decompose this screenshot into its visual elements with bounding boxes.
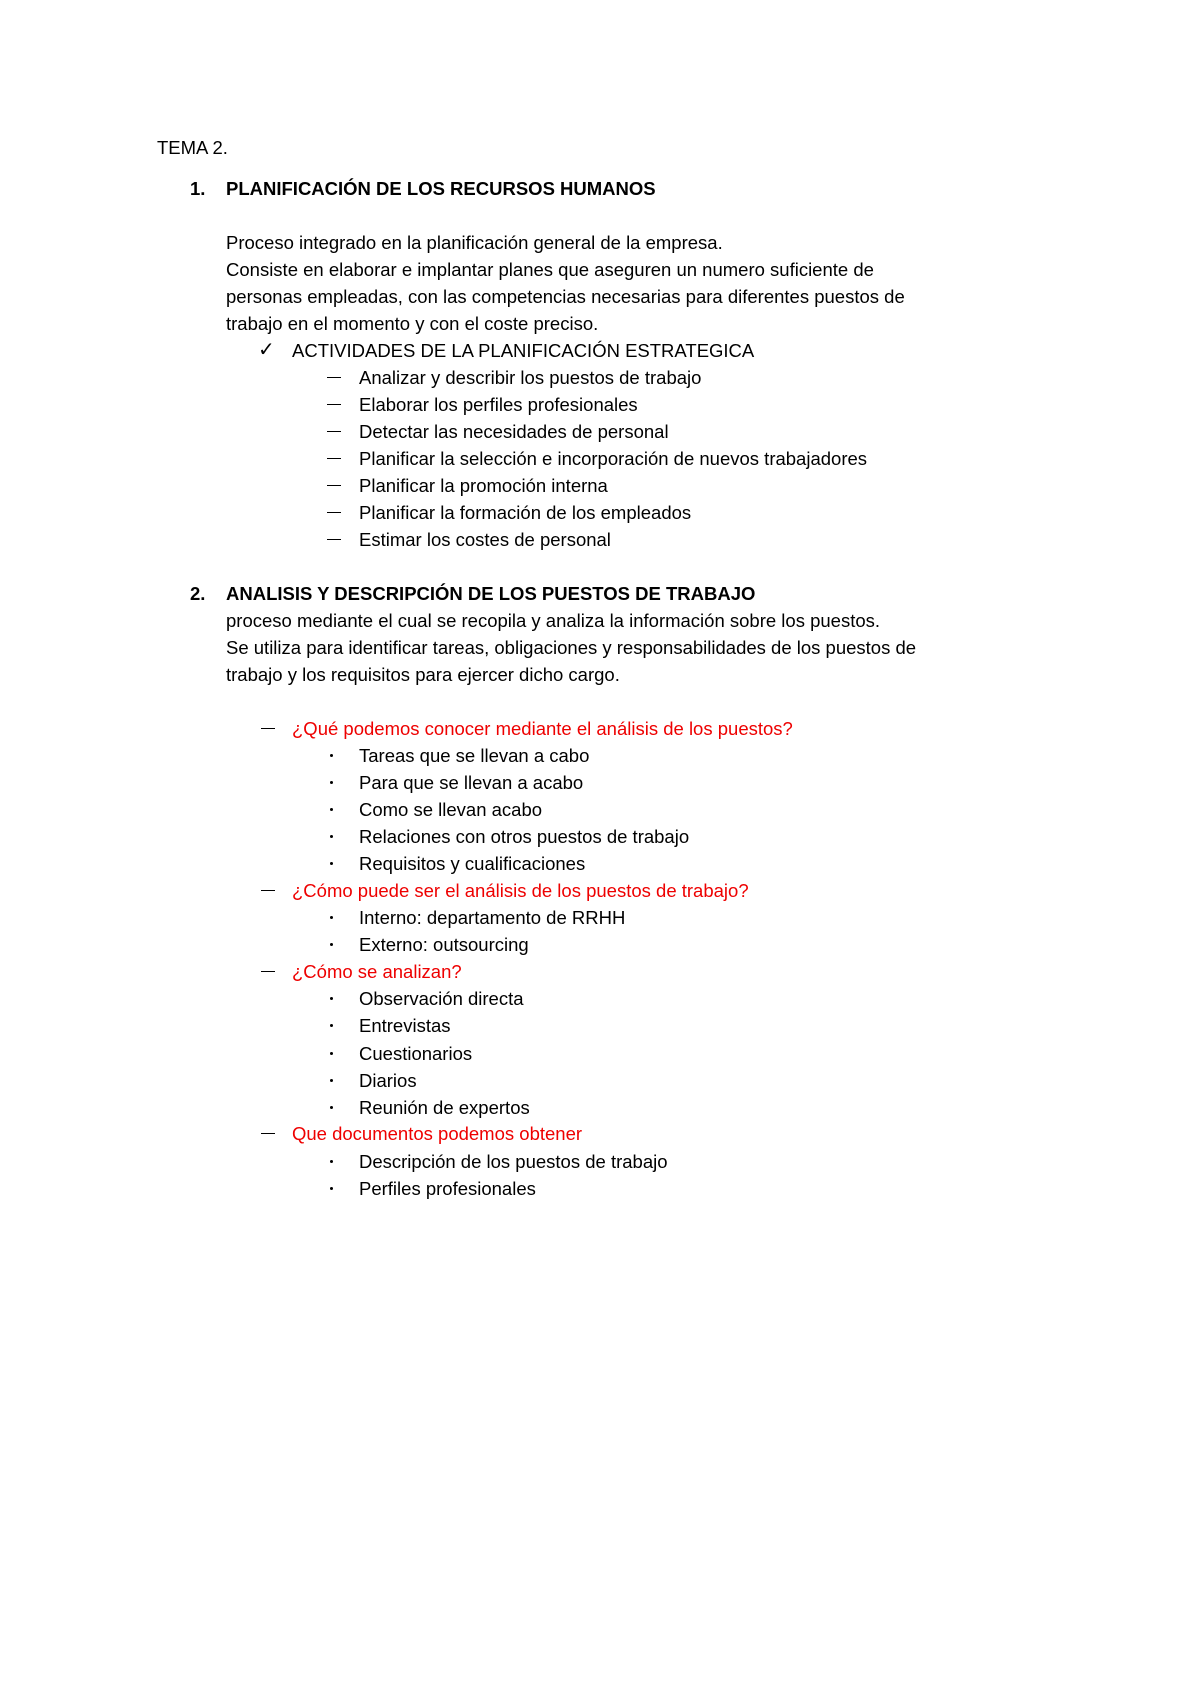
list-item: Diarios [359, 1070, 417, 1091]
dot-bullet [330, 1160, 333, 1163]
section-2-paragraph-line: trabajo y los requisitos para ejercer dicho cargo. [226, 664, 620, 685]
dash-bullet [327, 539, 341, 540]
list-item: Observación directa [359, 988, 524, 1009]
dot-bullet [330, 1052, 333, 1055]
question-heading: ¿Cómo puede ser el análisis de los puestos de trabajo? [292, 880, 749, 901]
dash-bullet [261, 971, 275, 972]
section-1-heading: PLANIFICACIÓN DE LOS RECURSOS HUMANOS [226, 178, 656, 199]
list-item: Analizar y describir los puestos de trabajo [359, 367, 702, 388]
list-item: Relaciones con otros puestos de trabajo [359, 826, 690, 847]
dash-bullet [261, 728, 275, 729]
dot-bullet [330, 1106, 333, 1109]
list-item: Elaborar los perfiles profesionales [359, 394, 638, 415]
list-item: Para que se llevan a acabo [359, 772, 584, 793]
dash-bullet [327, 458, 341, 459]
dot-bullet [330, 808, 333, 811]
list-item: Detectar las necesidades de personal [359, 421, 669, 442]
dash-bullet [261, 890, 275, 891]
dot-bullet [330, 1024, 333, 1027]
dot-bullet [330, 754, 333, 757]
list-item: Entrevistas [359, 1015, 451, 1036]
section-1-paragraph-line: Consiste en elaborar e implantar planes que aseguren un numero suficiente de [226, 259, 874, 280]
list-item: Perfiles profesionales [359, 1178, 536, 1199]
dash-bullet [327, 431, 341, 432]
list-item: Externo: outsourcing [359, 934, 529, 955]
section-1-paragraph-line: personas empleadas, con las competencias necesarias para diferentes puestos de [226, 286, 905, 307]
section-1-paragraph-line: trabajo en el momento y con el coste preciso. [226, 313, 599, 334]
dot-bullet [330, 916, 333, 919]
section-2-number: 2. [190, 583, 206, 604]
list-item: Como se llevan acabo [359, 799, 543, 820]
dash-bullet [327, 377, 341, 378]
document-title: TEMA 2. [157, 137, 228, 158]
list-item: Planificar la promoción interna [359, 475, 608, 496]
question-heading: Que documentos podemos obtener [292, 1123, 583, 1144]
dot-bullet [330, 781, 333, 784]
dot-bullet [330, 835, 333, 838]
list-item: Planificar la formación de los empleados [359, 502, 692, 523]
dash-bullet [327, 485, 341, 486]
list-item: Planificar la selección e incorporación de nuevos trabajadores [359, 448, 868, 469]
section-1-paragraph-line: Proceso integrado en la planificación general de la empresa. [226, 232, 723, 253]
activities-title: ACTIVIDADES DE LA PLANIFICACIÓN ESTRATEGICA [292, 340, 755, 361]
dot-bullet [330, 943, 333, 946]
dash-bullet [327, 404, 341, 405]
list-item: Descripción de los puestos de trabajo [359, 1151, 668, 1172]
dot-bullet [330, 862, 333, 865]
dash-bullet [327, 512, 341, 513]
section-2-paragraph-line: Se utiliza para identificar tareas, obligaciones y responsabilidades de los puestos de [226, 637, 917, 658]
list-item: Reunión de expertos [359, 1097, 530, 1118]
dot-bullet [330, 997, 333, 1000]
list-item: Requisitos y cualificaciones [359, 853, 586, 874]
list-item: Interno: departamento de RRHH [359, 907, 626, 928]
dot-bullet [330, 1079, 333, 1082]
list-item: Tareas que se llevan a cabo [359, 745, 590, 766]
section-2-paragraph-line: proceso mediante el cual se recopila y analiza la información sobre los puestos. [226, 610, 881, 631]
section-2-heading: ANALISIS Y DESCRIPCIÓN DE LOS PUESTOS DE TRABAJO [226, 583, 756, 604]
dot-bullet [330, 1187, 333, 1190]
check-icon: ✓ [258, 337, 275, 361]
section-1-number: 1. [190, 178, 206, 199]
question-heading: ¿Cómo se analizan? [292, 961, 462, 982]
dash-bullet [261, 1133, 275, 1134]
list-item: Cuestionarios [359, 1043, 473, 1064]
list-item: Estimar los costes de personal [359, 529, 611, 550]
question-heading: ¿Qué podemos conocer mediante el análisis de los puestos? [292, 718, 793, 739]
